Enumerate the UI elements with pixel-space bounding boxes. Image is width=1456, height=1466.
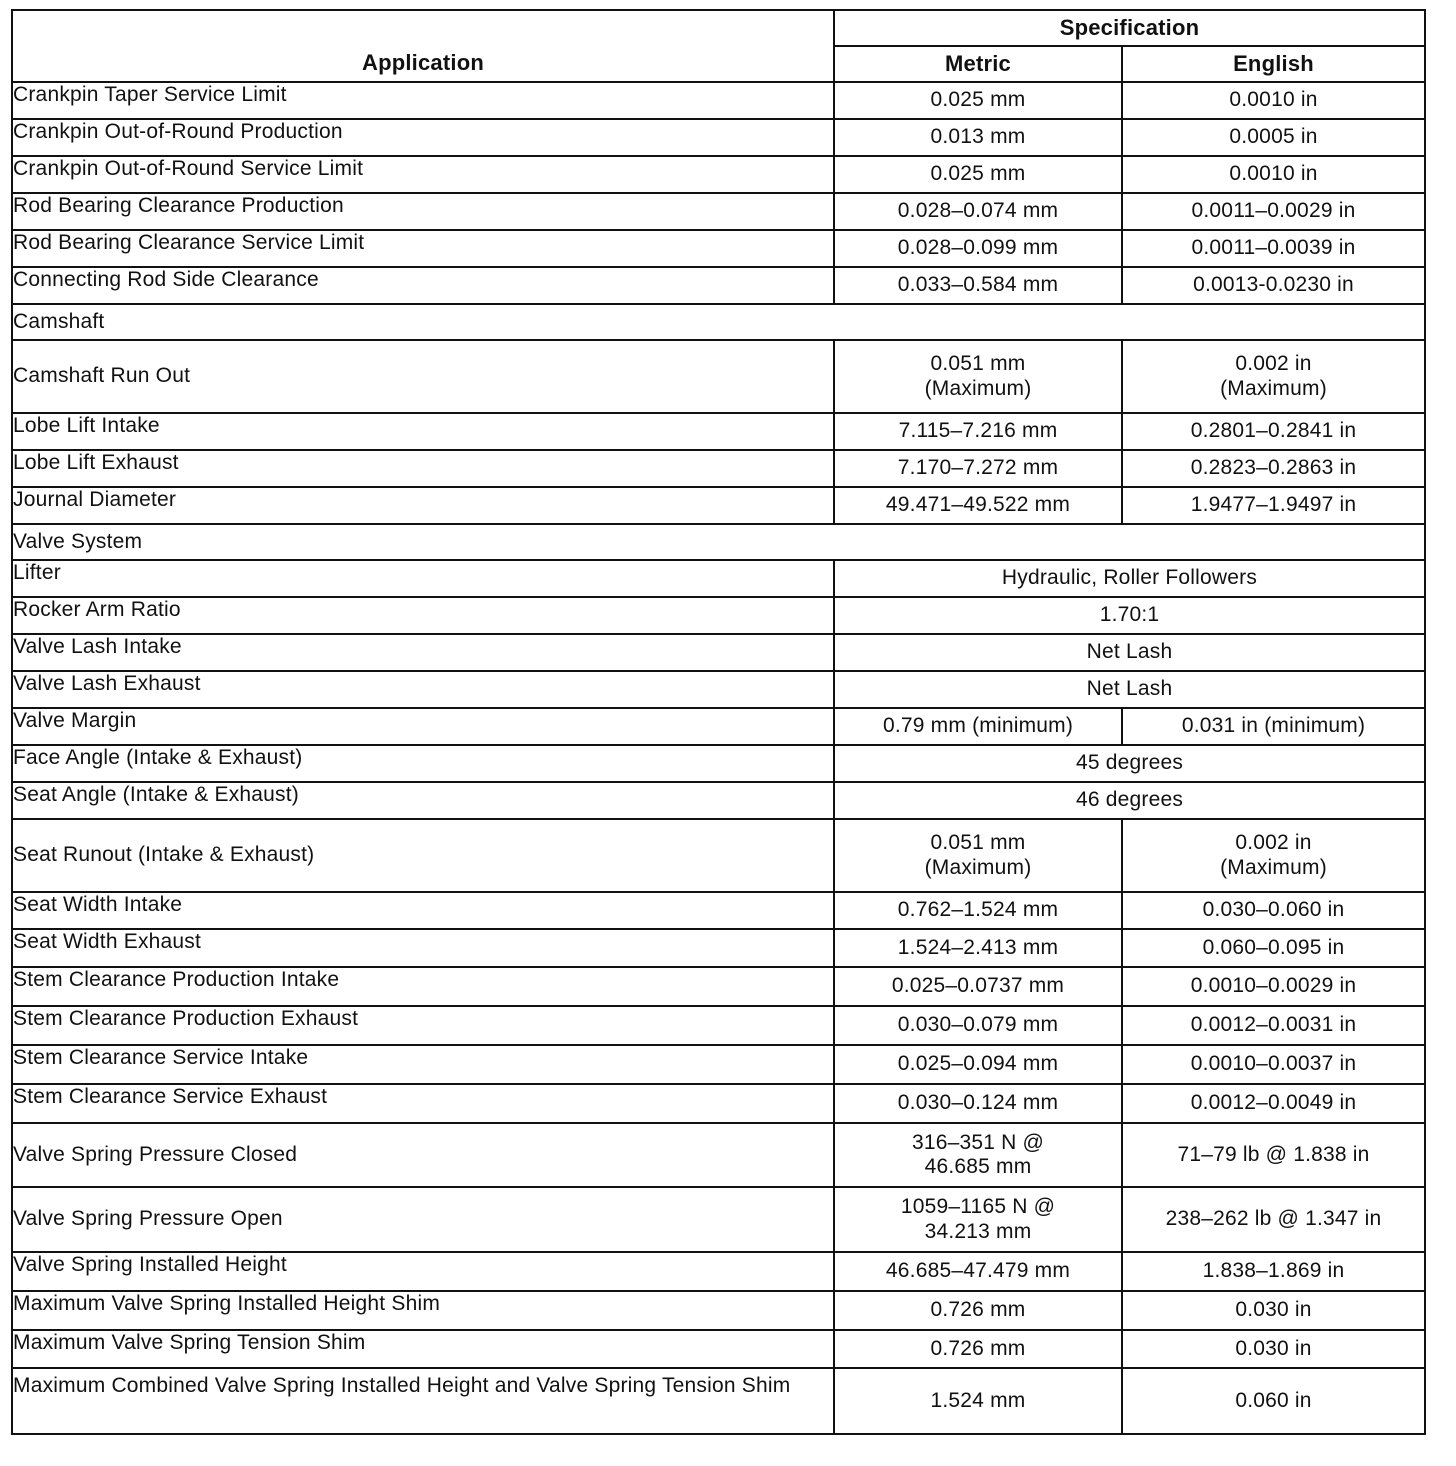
metric-cell	[834, 1123, 1122, 1187]
application-cell: Rocker Arm Ratio	[12, 597, 834, 634]
application-cell: Rod Bearing Clearance Service Limit	[12, 230, 834, 267]
application-cell: Journal Diameter	[12, 487, 834, 524]
table-row	[12, 267, 1425, 304]
application-cell: Rod Bearing Clearance Production	[12, 193, 834, 230]
english-cell: 0.0011–0.0039 in	[1122, 230, 1425, 267]
table-row	[12, 819, 1425, 892]
english-cell: 238–262 lb @ 1.347 in	[1122, 1187, 1425, 1252]
metric-cell: 49.471–49.522 mm	[834, 487, 1122, 524]
application-cell: Stem Clearance Service Intake	[12, 1045, 834, 1084]
metric-line-2: 46.685 mm	[924, 1155, 1032, 1178]
english-cell: 0.2823–0.2863 in	[1122, 450, 1425, 487]
english-cell	[1122, 340, 1425, 413]
table-row	[12, 745, 1425, 782]
table-row	[12, 119, 1425, 156]
metric-cell: 0.762–1.524 mm	[834, 892, 1122, 929]
table-row	[12, 929, 1425, 967]
table-row	[12, 1084, 1425, 1123]
table-row	[12, 1187, 1425, 1252]
table-row	[12, 1252, 1425, 1291]
metric-line-1: 0.051 mm	[930, 352, 1026, 376]
spec-cell: 1.70:1	[834, 597, 1425, 634]
metric-cell: 0.033–0.584 mm	[834, 267, 1122, 304]
application-cell: Valve Lash Intake	[12, 634, 834, 671]
english-cell: 0.0012–0.0031 in	[1122, 1006, 1425, 1045]
metric-cell: 0.726 mm	[834, 1330, 1122, 1368]
table-row	[12, 1291, 1425, 1330]
spec-cell: 45 degrees	[834, 745, 1425, 782]
english-line-1: 0.002 in	[1235, 352, 1312, 376]
table-row	[12, 597, 1425, 634]
table-row	[12, 671, 1425, 708]
metric-cell: 0.030–0.079 mm	[834, 1006, 1122, 1045]
table-row	[12, 230, 1425, 267]
application-cell: Maximum Valve Spring Installed Height Shim	[12, 1291, 834, 1330]
metric-cell: 0.013 mm	[834, 119, 1122, 156]
english-cell: 0.030–0.060 in	[1122, 892, 1425, 929]
metric-cell: 0.79 mm (minimum)	[834, 708, 1122, 745]
application-cell: Valve Margin	[12, 708, 834, 745]
application-cell: Seat Angle (Intake & Exhaust)	[12, 782, 834, 819]
table-row	[12, 82, 1425, 119]
application-cell: Valve Spring Pressure Open	[12, 1187, 834, 1252]
metric-cell: 0.025–0.094 mm	[834, 1045, 1122, 1084]
english-cell: 0.0012–0.0049 in	[1122, 1084, 1425, 1123]
english-line-2: (Maximum)	[1220, 855, 1327, 879]
metric-cell: 46.685–47.479 mm	[834, 1252, 1122, 1291]
english-line-2: (Maximum)	[1220, 376, 1327, 400]
application-cell: Stem Clearance Production Intake	[12, 967, 834, 1006]
metric-cell: 7.115–7.216 mm	[834, 413, 1122, 450]
spec-cell: Net Lash	[834, 634, 1425, 671]
table-row	[12, 193, 1425, 230]
application-cell: Connecting Rod Side Clearance	[12, 267, 834, 304]
english-cell: 0.031 in (minimum)	[1122, 708, 1425, 745]
metric-line-2: 34.213 mm	[924, 1219, 1032, 1243]
metric-line-1: 316–351 N @	[911, 1130, 1045, 1154]
english-cell: 0.0013-0.0230 in	[1122, 267, 1425, 304]
section-row	[12, 304, 1425, 340]
application-cell: Seat Runout (Intake & Exhaust)	[12, 819, 834, 892]
spec-cell: Net Lash	[834, 671, 1425, 708]
metric-cell: 0.025 mm	[834, 82, 1122, 119]
metric-cell: 0.726 mm	[834, 1291, 1122, 1330]
english-cell: 0.030 in	[1122, 1330, 1425, 1368]
english-cell: 0.0010 in	[1122, 82, 1425, 119]
table-row	[12, 708, 1425, 745]
table-row	[12, 1123, 1425, 1187]
metric-cell: 0.028–0.074 mm	[834, 193, 1122, 230]
metric-cell	[834, 340, 1122, 413]
english-cell: 0.060–0.095 in	[1122, 929, 1425, 967]
table-row	[12, 782, 1425, 819]
metric-line-2: (Maximum)	[924, 376, 1032, 400]
metric-cell: 7.170–7.272 mm	[834, 450, 1122, 487]
application-cell: Stem Clearance Service Exhaust	[12, 1084, 834, 1123]
application-cell: Maximum Valve Spring Tension Shim	[12, 1330, 834, 1368]
application-cell: Face Angle (Intake & Exhaust)	[12, 745, 834, 782]
spec-cell: 46 degrees	[834, 782, 1425, 819]
english-line-1: 0.002 in	[1235, 831, 1312, 855]
table-row	[12, 450, 1425, 487]
metric-cell: 0.028–0.099 mm	[834, 230, 1122, 267]
english-cell: 0.060 in	[1122, 1368, 1425, 1434]
table-row	[12, 634, 1425, 671]
application-cell: Lobe Lift Intake	[12, 413, 834, 450]
specification-table	[11, 9, 1426, 1435]
metric-cell	[834, 819, 1122, 892]
application-cell: Valve Spring Pressure Closed	[12, 1123, 834, 1187]
table-row	[12, 1368, 1425, 1434]
application-cell: Camshaft Run Out	[12, 340, 834, 413]
section-row	[12, 524, 1425, 560]
application-cell: Lobe Lift Exhaust	[12, 450, 834, 487]
english-cell: 0.0011–0.0029 in	[1122, 193, 1425, 230]
metric-line-1: 0.051 mm	[930, 831, 1026, 855]
table-row	[12, 967, 1425, 1006]
table-row	[12, 1330, 1425, 1368]
table-row	[12, 1006, 1425, 1045]
metric-cell	[834, 1187, 1122, 1252]
english-cell: 1.838–1.869 in	[1122, 1252, 1425, 1291]
application-cell: Maximum Combined Valve Spring Installed Height and Valve Spring Tension Shim	[12, 1368, 834, 1434]
english-cell: 0.0010–0.0037 in	[1122, 1045, 1425, 1084]
metric-cell: 0.025–0.0737 mm	[834, 967, 1122, 1006]
application-cell: Seat Width Intake	[12, 892, 834, 929]
section-camshaft: Camshaft	[12, 304, 1425, 340]
english-cell: 0.0010–0.0029 in	[1122, 967, 1425, 1006]
metric-cell: 1.524 mm	[834, 1368, 1122, 1434]
metric-line-1: 1059–1165 N @	[900, 1195, 1056, 1219]
english-cell: 71–79 lb @ 1.838 in	[1122, 1123, 1425, 1187]
header-english: English	[1122, 46, 1425, 82]
table-row	[12, 156, 1425, 193]
application-cell: Valve Lash Exhaust	[12, 671, 834, 708]
english-cell: 1.9477–1.9497 in	[1122, 487, 1425, 524]
english-cell: 0.0010 in	[1122, 156, 1425, 193]
table-row	[12, 413, 1425, 450]
header-application: Application	[12, 10, 834, 82]
table-row	[12, 340, 1425, 413]
section-valve-system: Valve System	[12, 524, 1425, 560]
header-metric: Metric	[834, 46, 1122, 82]
table-row	[12, 487, 1425, 524]
header-specification: Specification	[834, 10, 1425, 46]
application-cell: Crankpin Out-of-Round Service Limit	[12, 156, 834, 193]
english-cell	[1122, 819, 1425, 892]
metric-line-2: (Maximum)	[924, 855, 1032, 879]
application-cell: Valve Spring Installed Height	[12, 1252, 834, 1291]
table-row	[12, 892, 1425, 929]
english-cell: 0.030 in	[1122, 1291, 1425, 1330]
application-cell: Crankpin Out-of-Round Production	[12, 119, 834, 156]
english-cell: 0.0005 in	[1122, 119, 1425, 156]
application-cell: Lifter	[12, 560, 834, 597]
metric-cell: 1.524–2.413 mm	[834, 929, 1122, 967]
metric-cell: 0.030–0.124 mm	[834, 1084, 1122, 1123]
spec-cell: Hydraulic, Roller Followers	[834, 560, 1425, 597]
application-cell: Crankpin Taper Service Limit	[12, 82, 834, 119]
metric-cell: 0.025 mm	[834, 156, 1122, 193]
english-cell: 0.2801–0.2841 in	[1122, 413, 1425, 450]
table-row	[12, 560, 1425, 597]
table-row	[12, 1045, 1425, 1084]
application-cell: Seat Width Exhaust	[12, 929, 834, 967]
application-cell: Stem Clearance Production Exhaust	[12, 1006, 834, 1045]
